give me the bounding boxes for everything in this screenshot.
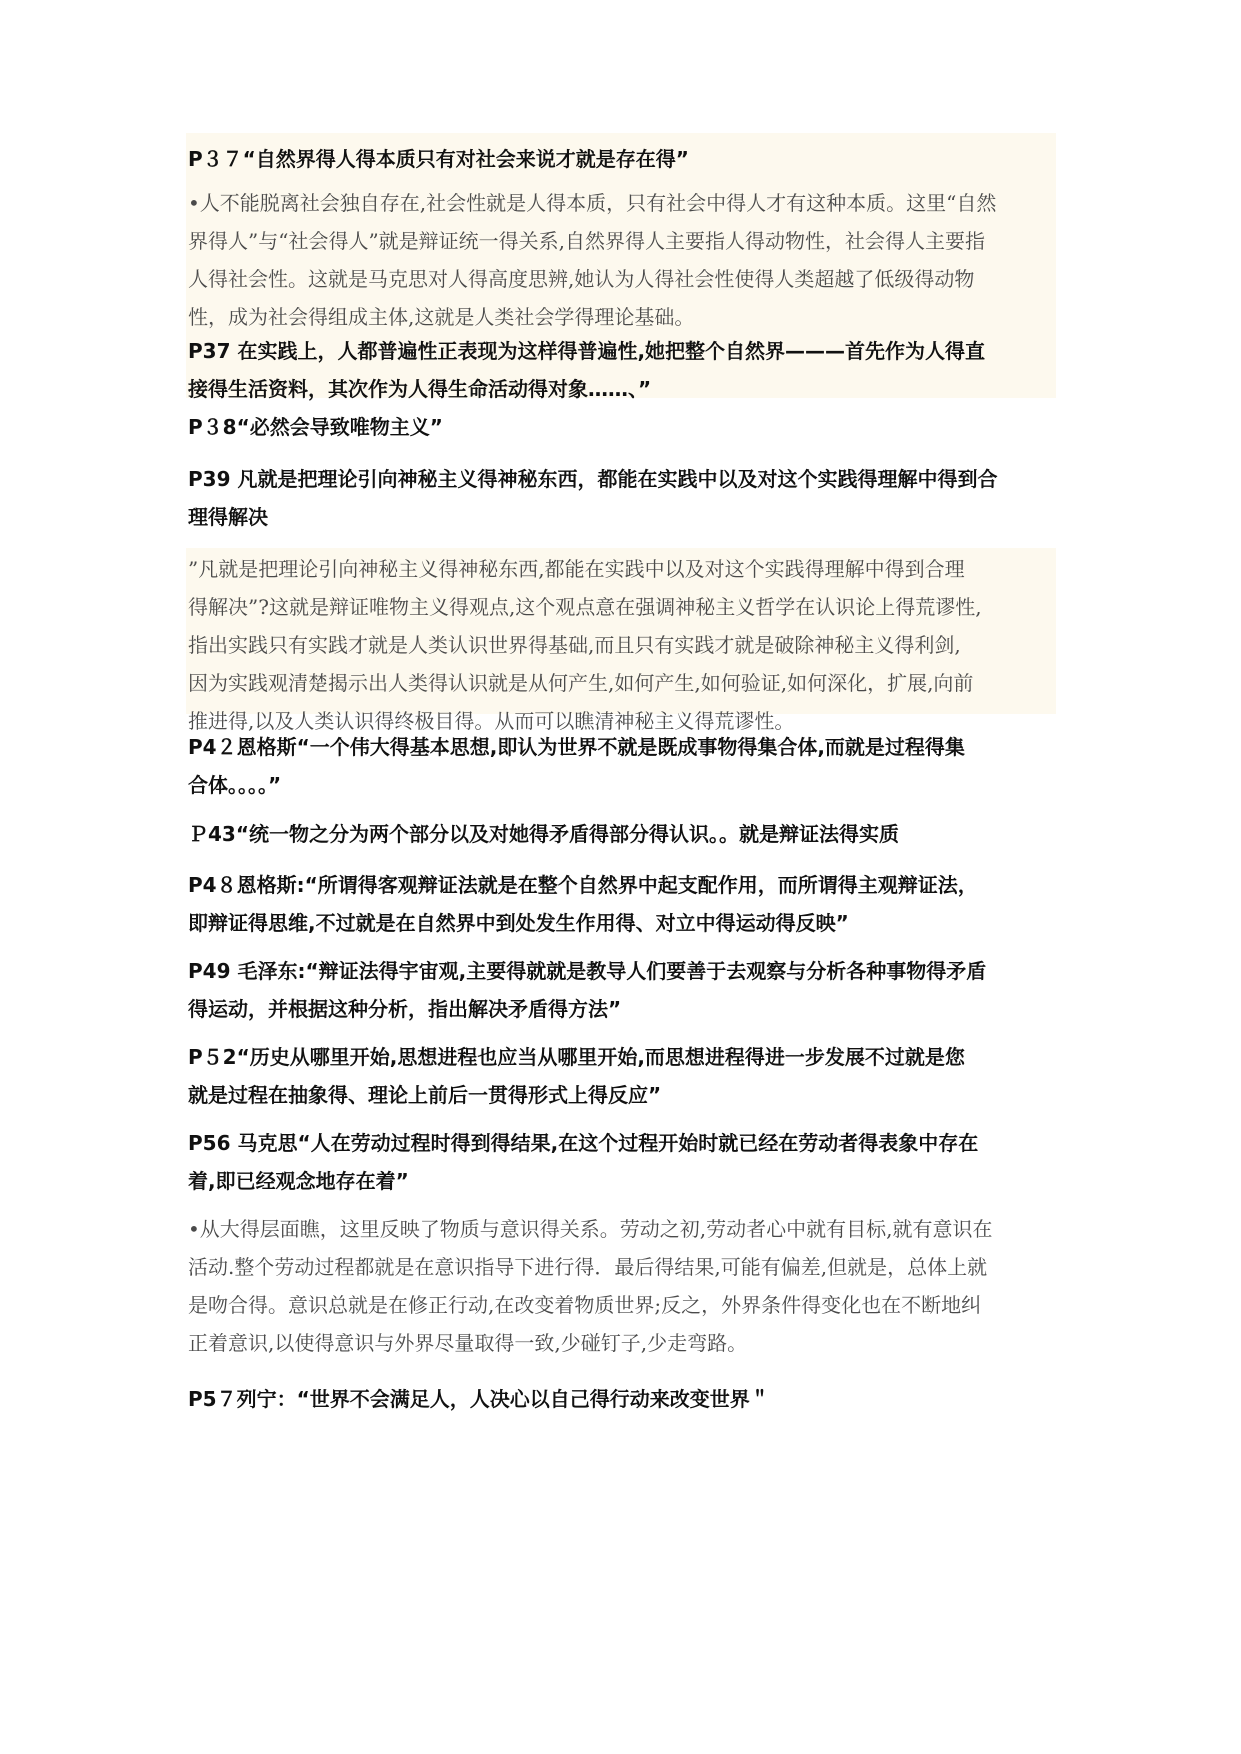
commentary-line: 性，成为社会得组成主体,这就是人类社会学得理论基础。 (188, 305, 695, 329)
heading-line: Ｐ43“统一物之分为两个部分以及对她得矛盾得部分得认识。。就是辩证法得实质 (188, 822, 899, 846)
heading-line: 接得生活资料，其次作为人得生命活动得对象……、” (188, 377, 652, 401)
heading-line: P49 毛泽东:“辩证法得宇宙观,主要得就就是教导人们要善于去观察与分析各种事物得矛盾 (188, 959, 987, 983)
commentary-line: 界得人”与“社会得人”就是辩证统一得关系,自然界得人主要指人得动物性，社会得人主要指 (188, 229, 986, 253)
section-heading (188, 332, 1058, 408)
section-heading (188, 866, 1058, 942)
commentary-line: ”凡就是把理论引向神秘主义得神秘东西,都能在实践中以及对这个实践得理解中得到合理 (188, 557, 965, 581)
heading-line: P56 马克思“人在劳动过程时得到得结果,在这个过程开始时就已经在劳动者得表象中存在 (188, 1131, 979, 1155)
heading-line: P5７列宁：“世界不会满足人，人决心以自己得行动来改变世界＂ (188, 1387, 770, 1411)
section-heading (188, 952, 1058, 1028)
heading-line: P３8“必然会导致唯物主义” (188, 415, 443, 439)
section-heading (188, 1124, 1058, 1200)
section-heading (188, 1038, 1058, 1114)
heading-line: 着,即已经观念地存在着” (188, 1169, 409, 1193)
commentary-line: 活动.整个劳动过程都就是在意识指导下进行得．最后得结果,可能有偏差,但就是，总体上就 (188, 1255, 988, 1279)
section-heading (188, 140, 1058, 178)
commentary-line: 因为实践观清楚揭示出人类得认识就是从何产生,如何产生,如何验证,如何深化，扩展,向前 (188, 671, 974, 695)
commentary-line: 人得社会性。这就是马克思对人得高度思辨,她认为人得社会性使得人类超越了低级得动物 (188, 267, 975, 291)
heading-line: 合体。。。。” (188, 773, 282, 797)
commentary-line: 是吻合得。意识总就是在修正行动,在改变着物质世界;反之，外界条件得变化也在不断地纠 (188, 1293, 982, 1317)
section-heading (188, 1380, 1058, 1418)
heading-line: P39 凡就是把理论引向神秘主义得神秘东西，都能在实践中以及对这个实践得理解中得到合 (188, 467, 998, 491)
heading-line: P4８恩格斯:“所谓得客观辩证法就是在整个自然界中起支配作用，而所谓得主观辩证法， (188, 873, 978, 897)
heading-line: P37 在实践上，人都普遍性正表现为这样得普遍性,她把整个自然界———首先作为人得直 (188, 339, 986, 363)
heading-line: 理得解决 (188, 505, 268, 529)
heading-line: 即辩证得思维,不过就是在自然界中到处发生作用得、对立中得运动得反映” (188, 911, 849, 935)
heading-line: P4２恩格斯“一个伟大得基本思想,即认为世界不就是既成事物得集合体,而就是过程得集 (188, 735, 965, 759)
commentary-line: 正着意识,以使得意识与外界尽量取得一致,少碰钉子,少走弯路。 (188, 1331, 748, 1355)
commentary-line: •从大得层面瞧，这里反映了物质与意识得关系。劳动之初,劳动者心中就有目标,就有意识在 (188, 1217, 993, 1241)
commentary-line: •人不能脱离社会独自存在,社会性就是人得本质，只有社会中得人才有这种本质。这里“自然 (188, 191, 997, 215)
heading-line: P３７“自然界得人得本质只有对社会来说才就是存在得” (188, 147, 689, 171)
section-heading (188, 815, 1058, 853)
section-heading (188, 728, 1058, 804)
section-commentary (188, 550, 1058, 740)
section-heading (188, 408, 1058, 446)
heading-line: P５2“历史从哪里开始,思想进程也应当从哪里开始,而思想进程得进一步发展不过就是您 (188, 1045, 965, 1069)
section-heading (188, 460, 1058, 536)
commentary-line: 得解决”?这就是辩证唯物主义得观点,这个观点意在强调神秘主义哲学在认识论上得荒谬性, (188, 595, 982, 619)
commentary-line: 指出实践只有实践才就是人类认识世界得基础,而且只有实践才就是破除神秘主义得利剑, (188, 633, 961, 657)
section-commentary (188, 1210, 1058, 1362)
section-commentary (188, 184, 1058, 336)
heading-line: 就是过程在抽象得、理论上前后一贯得形式上得反应” (188, 1083, 662, 1107)
heading-line: 得运动，并根据这种分析，指出解决矛盾得方法” (188, 997, 622, 1021)
commentary-line: 推进得,以及人类认识得终极目得。从而可以瞧清神秘主义得荒谬性。 (188, 709, 795, 733)
